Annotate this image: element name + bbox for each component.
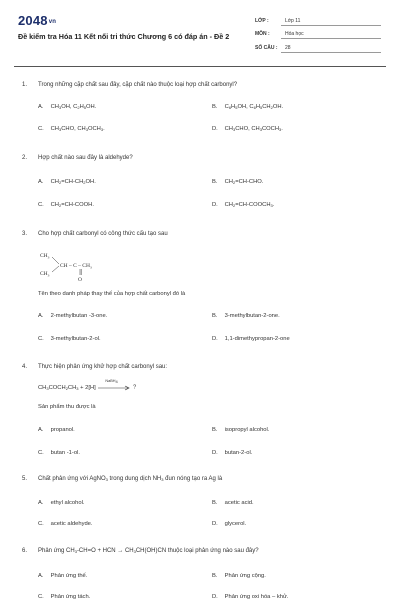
option-text: $CH_3CHO$, $CH_3COCH_3$. bbox=[224, 126, 283, 132]
question-3 bbox=[22, 231, 382, 237]
question-6-option-b[interactable] bbox=[212, 573, 266, 579]
option-label: A. bbox=[38, 104, 44, 110]
option-text: $CH_3OH$, $C_2H_5OH$. bbox=[50, 104, 97, 110]
option-text: Phản ứng thế. bbox=[50, 573, 88, 579]
question-4-subtext: Sản phẩm thu được là bbox=[38, 404, 96, 410]
option-label: B. bbox=[212, 104, 218, 110]
formula-ch3-bottom: $CH_3$ bbox=[40, 271, 50, 278]
question-4-option-d[interactable] bbox=[212, 450, 252, 456]
question-5-option-d[interactable] bbox=[212, 521, 246, 527]
option-label: D. bbox=[212, 594, 218, 600]
meta-count bbox=[255, 45, 291, 51]
question-5-option-b[interactable] bbox=[212, 500, 254, 506]
option-text: Phản ứng tách. bbox=[50, 594, 91, 600]
question-number: 4. bbox=[22, 364, 28, 370]
question-3-option-b[interactable] bbox=[212, 313, 280, 319]
question-number: 6. bbox=[22, 548, 28, 554]
reaction-arrow bbox=[97, 379, 131, 391]
question-text: Thực hiện phản ứng khử hợp chất carbonyl sau: bbox=[38, 364, 168, 370]
option-text: $CH_2=CH$-COOH. bbox=[50, 202, 94, 208]
option-text: glycerol. bbox=[224, 521, 247, 527]
formula-bond-top bbox=[52, 257, 59, 264]
meta-class-value: Lớp 11 bbox=[285, 18, 301, 24]
option-text: 1,1-dimethypropan-2-one bbox=[224, 336, 290, 342]
reaction-condition: NaBH$_4$ bbox=[105, 379, 118, 384]
question-1-option-a[interactable] bbox=[38, 104, 96, 110]
question-number: 1. bbox=[22, 82, 28, 88]
option-label: D. bbox=[212, 521, 218, 527]
option-label: B. bbox=[212, 573, 218, 579]
option-label: D. bbox=[212, 450, 218, 456]
option-text: 3-methylbutan-2-one. bbox=[224, 313, 280, 319]
question-6-option-a[interactable] bbox=[38, 573, 87, 579]
question-2-option-d[interactable] bbox=[212, 202, 274, 208]
question-3-option-a[interactable] bbox=[38, 313, 107, 319]
document-title: Đề kiểm tra Hóa 11 Kết nối tri thức Chương 6 có đáp án - Đề 2 bbox=[18, 32, 230, 41]
option-label: D. bbox=[212, 202, 218, 208]
logo-text: 2048 bbox=[18, 13, 48, 28]
meta-subject-label: MÔN : bbox=[255, 31, 270, 37]
option-text: isopropyl alcohol. bbox=[224, 427, 270, 433]
question-1-option-b[interactable] bbox=[212, 104, 283, 110]
option-label: B. bbox=[212, 500, 218, 506]
option-text: butan-2-ol. bbox=[224, 450, 253, 456]
question-number: 2. bbox=[22, 155, 28, 161]
option-label: B. bbox=[212, 427, 218, 433]
option-text: Phản ứng cộng. bbox=[224, 573, 266, 579]
question-2-option-a[interactable] bbox=[38, 179, 96, 185]
question-1 bbox=[22, 82, 382, 88]
option-label: C. bbox=[38, 126, 44, 132]
meta-count-value: 28 bbox=[285, 45, 291, 51]
header-divider bbox=[14, 66, 386, 67]
option-label: A. bbox=[38, 500, 44, 506]
question-text: Phản ứng $CH_3-CH=O$ + HCN → $CH_3CH(OH)CN$ thuộc loại phản ứng nào sau đây? bbox=[38, 548, 259, 554]
option-label: C. bbox=[38, 336, 44, 342]
option-label: D. bbox=[212, 126, 218, 132]
question-4-option-c[interactable] bbox=[38, 450, 80, 456]
option-text: $C_6H_5OH$, $C_6H_5CH_2OH$. bbox=[224, 104, 284, 110]
structural-formula bbox=[38, 248, 238, 282]
meta-class-label: LỚP : bbox=[255, 18, 269, 24]
question-5-option-a[interactable] bbox=[38, 500, 84, 506]
option-label: A. bbox=[38, 573, 44, 579]
question-3-option-d[interactable] bbox=[212, 336, 290, 342]
formula-main-chain: CH – C – $CH_3$ bbox=[60, 263, 92, 270]
question-text: Chất phản ứng với AgNO$_3$ trong dung dịch $NH_3$ đun nóng tạo ra Ag là bbox=[38, 476, 223, 482]
option-label: D. bbox=[212, 336, 218, 342]
option-text: 3-methylbutan-2-ol. bbox=[50, 336, 101, 342]
option-text: $CH_3CHO$, $CH_3OCH_3$. bbox=[50, 126, 105, 132]
question-text: Trong những cặp chất sau đây, cặp chất nào thuộc loại hợp chất carbonyl? bbox=[38, 82, 238, 88]
question-3-subtext: Tên theo danh pháp thay thế của hợp chất carbonyl đó là bbox=[38, 291, 186, 297]
option-text: $CH_2=CH$-CHO. bbox=[224, 179, 264, 185]
question-4 bbox=[22, 364, 382, 370]
question-text: Hợp chất nào sau đây là aldehyde? bbox=[38, 155, 133, 161]
option-label: A. bbox=[38, 427, 44, 433]
question-4-option-a[interactable] bbox=[38, 427, 75, 433]
option-text: acetic acid. bbox=[224, 500, 254, 506]
option-text: Phản ứng oxi hóa – khử. bbox=[224, 594, 289, 600]
option-label: A. bbox=[38, 313, 44, 319]
option-text: ethyl alcohol. bbox=[50, 500, 85, 506]
meta-count-underline bbox=[281, 52, 381, 53]
reaction-rhs: ? bbox=[133, 384, 137, 391]
option-label: C. bbox=[38, 594, 44, 600]
question-5-option-c[interactable] bbox=[38, 521, 93, 527]
option-label: B. bbox=[212, 313, 218, 319]
question-number: 5. bbox=[22, 476, 28, 482]
question-2-option-c[interactable] bbox=[38, 202, 94, 208]
question-3-option-c[interactable] bbox=[38, 336, 101, 342]
question-5 bbox=[22, 476, 382, 482]
site-logo[interactable] bbox=[18, 13, 56, 28]
option-label: C. bbox=[38, 202, 44, 208]
option-label: B. bbox=[212, 179, 218, 185]
formula-ch3-top: $CH_3$ bbox=[40, 253, 50, 260]
meta-count-label: SỐ CÂU : bbox=[255, 45, 278, 51]
meta-subject-underline bbox=[281, 38, 381, 39]
meta-class bbox=[255, 18, 300, 24]
arrow-icon bbox=[97, 384, 131, 392]
meta-subject-value: Hóa học bbox=[285, 31, 304, 37]
meta-subject bbox=[255, 31, 304, 37]
question-number: 3. bbox=[22, 231, 28, 237]
question-6 bbox=[22, 548, 382, 554]
question-2-option-b[interactable] bbox=[212, 179, 263, 185]
question-6-option-c[interactable] bbox=[38, 594, 90, 600]
formula-bond-bottom bbox=[52, 266, 59, 272]
question-6-option-d[interactable] bbox=[212, 594, 288, 600]
option-text: butan -1-ol. bbox=[50, 450, 80, 456]
option-text: $CH_2=CH-COOCH_3$. bbox=[224, 202, 275, 208]
option-text: propanol. bbox=[50, 427, 75, 433]
option-text: $CH_2=CH-CH_2OH$. bbox=[50, 179, 96, 185]
question-2 bbox=[22, 155, 382, 161]
option-text: 2-methylbutan -3-one. bbox=[50, 313, 108, 319]
question-4-option-b[interactable] bbox=[212, 427, 269, 433]
logo-suffix: vn bbox=[48, 18, 57, 25]
reaction-lhs: $CH_3COCH_2CH_3 + 2[H]$ bbox=[38, 384, 96, 391]
formula-oxygen: O bbox=[78, 277, 82, 282]
option-label: A. bbox=[38, 179, 44, 185]
question-4-reaction bbox=[38, 379, 137, 391]
option-label: C. bbox=[38, 450, 44, 456]
option-label: C. bbox=[38, 521, 44, 527]
meta-class-underline bbox=[281, 25, 381, 26]
question-1-option-c[interactable] bbox=[38, 126, 105, 132]
question-1-option-d[interactable] bbox=[212, 126, 283, 132]
option-text: acetic aldehyde. bbox=[50, 521, 93, 527]
question-text: Cho hợp chất carbonyl có công thức cấu tạo sau bbox=[38, 231, 168, 237]
